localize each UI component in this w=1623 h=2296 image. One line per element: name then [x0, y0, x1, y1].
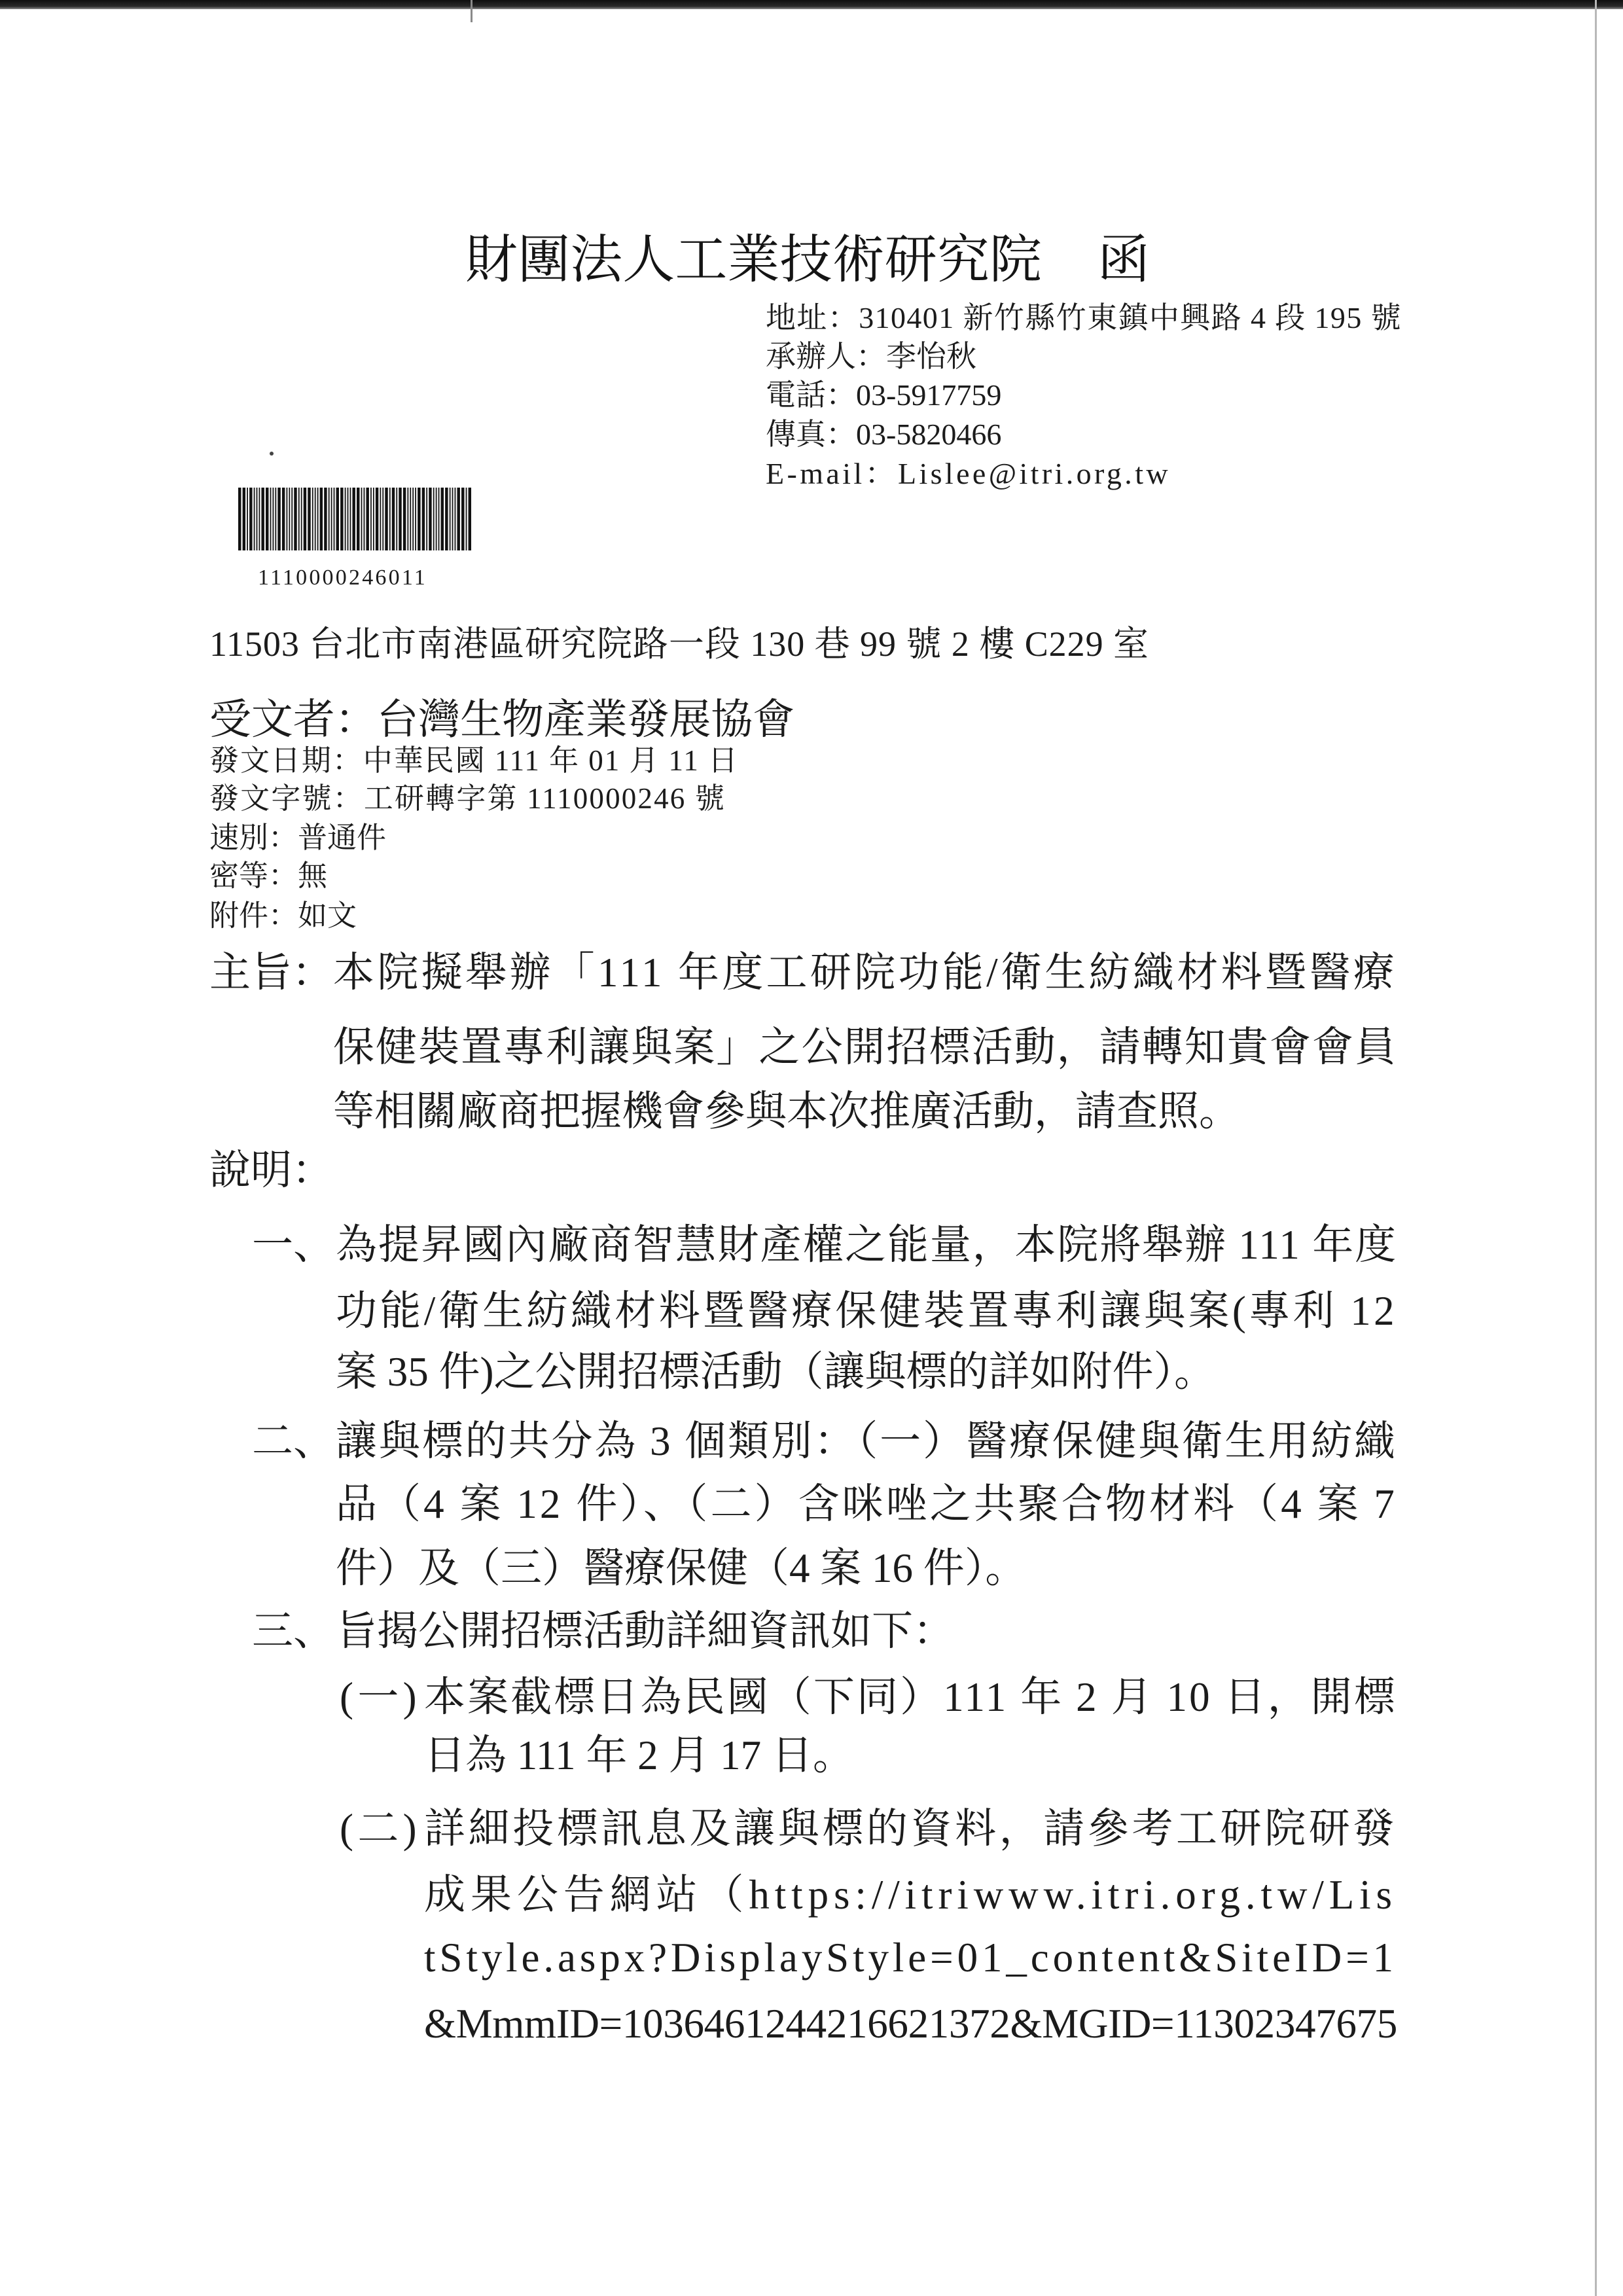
barcode-bar	[436, 488, 437, 550]
barcode-bar	[392, 488, 395, 550]
barcode-bar	[452, 488, 454, 550]
recipient-line	[209, 696, 795, 743]
contact-value: 李怡秋	[886, 340, 976, 373]
scan-edge-right	[1595, 0, 1597, 2296]
barcode-bar	[320, 488, 323, 550]
issue-secrecy	[209, 861, 327, 891]
sub-item-marker: (二)	[340, 1806, 421, 1852]
recipient-name: 台灣生物產業發展協會	[376, 696, 795, 743]
subject-line: 保健裝置專利讓與案」之公開招標活動，請轉知貴會會員	[333, 1024, 1397, 1070]
subject-line: 本院擬舉辦「111 年度工研院功能/衛生紡織材料暨醫療	[333, 950, 1397, 996]
barcode-bar	[412, 488, 414, 550]
barcode-bar	[259, 488, 260, 550]
barcode-bar	[373, 488, 374, 550]
barcode-bar	[461, 488, 464, 550]
contact-label: 地址：	[766, 301, 859, 334]
issue-value: 無	[298, 859, 328, 892]
issue-ref-number	[209, 784, 726, 814]
item-line: 為提昇國內廠商智慧財產權之能量，本院將舉辦 111 年度	[336, 1222, 1397, 1268]
barcode-bar	[466, 488, 467, 550]
barcode-bar	[385, 488, 387, 550]
barcode-bar	[422, 488, 425, 550]
sub-item-marker: (一)	[340, 1674, 421, 1720]
item-line: 件）及（三）醫療保健（4 案 16 件）。	[336, 1545, 1027, 1591]
barcode-bar	[249, 488, 252, 550]
barcode-bar	[450, 488, 451, 550]
issue-label: 密等：	[209, 859, 298, 892]
barcode-bar	[469, 488, 471, 550]
item-line: 功能/衛生紡織材料暨醫療保健裝置專利讓與案(專利 12	[336, 1288, 1398, 1334]
issue-label: 發文日期：	[209, 744, 363, 777]
barcode-bar	[270, 488, 272, 550]
barcode-bar	[350, 488, 351, 550]
contact-label: 承辦人：	[766, 340, 886, 373]
barcode-bar	[396, 488, 397, 550]
barcode-bar	[361, 488, 363, 550]
scan-edge-top	[0, 0, 1623, 9]
barcode-bar	[273, 488, 274, 550]
contact-email	[766, 459, 1171, 489]
barcode-bar	[329, 488, 330, 550]
barcode-bar	[348, 488, 349, 550]
barcode-bar	[352, 488, 355, 550]
contact-value: 03-5820466	[856, 418, 1002, 451]
barcode-bar	[308, 488, 310, 550]
barcode-bar	[426, 488, 427, 550]
barcode-bar	[345, 488, 346, 550]
barcode-bar	[415, 488, 416, 550]
barcode-bar	[418, 488, 420, 550]
barcode-bar	[287, 488, 288, 550]
subject-line: 等相關廠商把握機會參與本次推廣活動，請查照。	[333, 1088, 1240, 1134]
issue-speed	[209, 823, 386, 853]
item-marker: 二、	[252, 1418, 334, 1464]
barcode-bar	[289, 488, 290, 550]
item-line: 案 35 件)之公開招標活動（讓與標的詳如附件）。	[336, 1349, 1215, 1395]
item-line: 讓與標的共分為 3 個類別：（一）醫療保健與衛生用紡織	[336, 1418, 1397, 1464]
barcode-bar	[389, 488, 391, 550]
sub-item-line: 本案截標日為民國（下同）111 年 2 月 10 日，開標	[424, 1674, 1398, 1720]
issue-value: 普通件	[298, 821, 387, 854]
subject-label: 主旨：	[209, 950, 333, 996]
barcode-image	[238, 488, 471, 550]
barcode-bar	[315, 488, 316, 550]
issue-label: 附件：	[209, 899, 298, 932]
issue-value: 工研轉字第 1110000246 號	[363, 782, 726, 815]
barcode-bar	[336, 488, 339, 550]
issue-label: 速別：	[209, 821, 298, 854]
issue-value: 如文	[298, 899, 357, 932]
barcode-bar	[340, 488, 343, 550]
contact-label: 電話：	[766, 378, 856, 412]
item-line: 品（4 案 12 件）、（二）含咪唑之共聚合物材料（4 案 7	[336, 1481, 1397, 1527]
barcode-number: 1110000246011	[258, 565, 427, 590]
barcode-bar	[407, 488, 408, 550]
issue-label: 發文字號：	[209, 782, 364, 815]
sub-item-line: 成果公告網站（https://itriwww.itri.org.tw/Lis	[424, 1872, 1397, 1918]
item-line: 旨揭公開招標活動詳細資訊如下：	[336, 1608, 954, 1654]
scan-dot	[270, 452, 274, 456]
barcode-bar	[301, 488, 302, 550]
barcode-bar	[399, 488, 401, 550]
contact-phone	[766, 380, 1001, 410]
organization-name: 財團法人工業技術研究院	[465, 232, 1042, 289]
contact-value: 03-5917759	[856, 378, 1002, 412]
scan-mark	[471, 0, 473, 22]
recipient-address: 11503 台北市南港區研究院路一段 130 巷 99 號 2 樓 C229 室	[209, 624, 1149, 664]
barcode-bar	[433, 488, 435, 550]
barcode-bar	[455, 488, 456, 550]
barcode-bar	[331, 488, 332, 550]
barcode-bar	[254, 488, 255, 550]
barcode-bar	[410, 488, 411, 550]
contact-label: 傳真：	[766, 418, 856, 451]
sub-item-line: 日為 111 年 2 月 17 日。	[424, 1732, 854, 1778]
contact-value: Lislee@itri.org.tw	[897, 457, 1171, 490]
barcode-bar	[445, 488, 448, 550]
barcode-bar	[324, 488, 327, 550]
barcode-bar	[441, 488, 444, 550]
issue-value: 中華民國 111 年 01 月 11 日	[363, 744, 739, 777]
item-marker: 一、	[252, 1222, 334, 1268]
contact-fax	[766, 420, 1001, 450]
barcode-bar	[403, 488, 406, 550]
recipient-label: 受文者：	[209, 696, 377, 743]
barcode-bar	[304, 488, 306, 550]
barcode-bar	[266, 488, 268, 550]
barcode-bar	[382, 488, 383, 550]
barcode-bar	[282, 488, 285, 550]
document-type: 函	[1097, 232, 1150, 289]
barcode-bar	[312, 488, 313, 550]
barcode-bar	[247, 488, 248, 550]
sub-item-line: 詳細投標訊息及讓與標的資料，請參考工研院研發	[424, 1806, 1398, 1852]
barcode-bar	[366, 488, 368, 550]
barcode-bar	[291, 488, 293, 550]
item-marker: 三、	[252, 1608, 334, 1654]
contact-address	[766, 303, 1402, 333]
barcode-bar	[334, 488, 335, 550]
contact-handler	[766, 342, 976, 372]
barcode-bar	[275, 488, 276, 550]
contact-label: E-mail：	[766, 457, 898, 490]
barcode-bar	[298, 488, 300, 550]
barcode-bar	[243, 488, 245, 550]
barcode-bar	[261, 488, 264, 550]
barcode-bar	[376, 488, 378, 550]
barcode-bar	[429, 488, 431, 550]
explanation-label: 說明：	[209, 1147, 333, 1193]
issue-attachment	[209, 901, 357, 931]
sub-item-line: tStyle.aspx?DisplayStyle=01_content&SiteID=1	[424, 1935, 1398, 1981]
barcode-bar	[457, 488, 459, 550]
barcode-bar	[277, 488, 280, 550]
barcode-bar	[238, 488, 241, 550]
barcode-bar	[370, 488, 372, 550]
contact-value: 310401 新竹縣竹東鎮中興路 4 段 195 號	[859, 301, 1402, 334]
barcode-bar	[294, 488, 296, 550]
barcode-bar	[257, 488, 258, 550]
barcode-bar	[438, 488, 440, 550]
sub-item-line: &MmmID=1036461244216621372&MGID=11302347675	[424, 2001, 1398, 2047]
barcode-bar	[317, 488, 319, 550]
issue-date	[209, 746, 739, 776]
barcode-bar	[380, 488, 381, 550]
barcode-bar	[364, 488, 365, 550]
barcode-bar	[357, 488, 359, 550]
